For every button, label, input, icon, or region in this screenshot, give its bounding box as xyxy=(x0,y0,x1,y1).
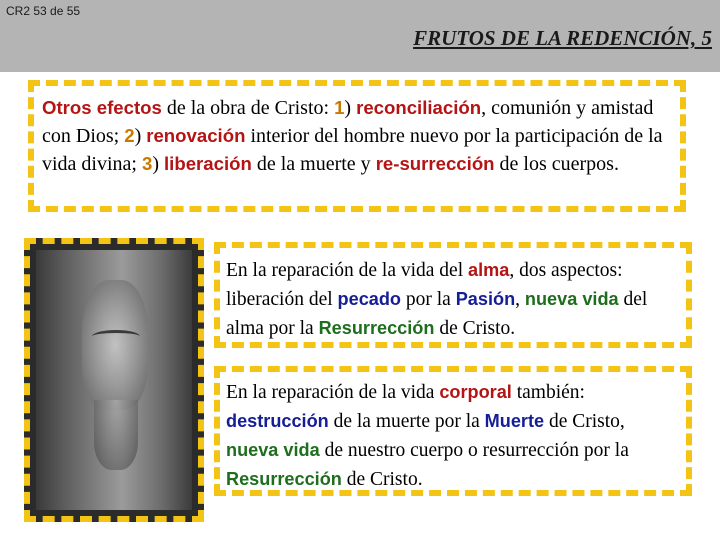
bodily-term: corporal xyxy=(439,382,512,402)
death-term: Muerte xyxy=(484,411,545,431)
soul-repair-box xyxy=(214,242,692,348)
shroud-image-frame xyxy=(24,238,204,522)
body-repair-box xyxy=(214,366,692,496)
face-shape xyxy=(82,280,148,410)
text-run: interior del hombre nuevo por la participación de la vida divina; xyxy=(42,125,663,175)
text-run: , dos aspectos: liberación del xyxy=(226,260,623,310)
text-run: , comunión y amistad con Dios; xyxy=(42,97,654,147)
text-run: de nuestro cuerpo o resurrección por la xyxy=(319,440,629,461)
sin-term: pecado xyxy=(337,289,402,309)
resurrection-term: Resurrección xyxy=(226,469,342,489)
resurrection-term: Resurrección xyxy=(318,318,435,338)
page-title: FRUTOS DE LA REDENCIÓN, 5 xyxy=(413,26,712,50)
slide-number: CR2 53 de 55 xyxy=(6,4,81,18)
text-run: de la muerte y xyxy=(251,153,376,175)
text-run: de los cuerpos. xyxy=(494,153,619,175)
item-number: 1 xyxy=(334,97,345,118)
shroud-face-image xyxy=(36,250,192,510)
text-run: por la xyxy=(401,289,456,310)
text-run: de Cristo, xyxy=(544,411,625,432)
text-run: En la reparación de la vida xyxy=(226,382,440,403)
beard-shape xyxy=(94,400,138,470)
passion-term: Pasión xyxy=(455,289,516,309)
reconciliation-term: reconciliación xyxy=(356,97,482,118)
text-run: de Cristo. xyxy=(341,469,423,490)
eyes-shape xyxy=(92,330,140,343)
text-run: En la reparación de la vida del xyxy=(226,260,469,281)
renewal-term: renovación xyxy=(146,125,246,146)
text-run: de Cristo. xyxy=(434,318,516,339)
effects-text-box xyxy=(28,80,686,212)
text-run: , xyxy=(515,289,525,310)
text-run: también: xyxy=(511,382,585,403)
effects-term: Otros efectos xyxy=(42,97,162,118)
text-run: ) xyxy=(152,153,164,175)
text-run: ) xyxy=(134,125,147,147)
liberation-term: liberación xyxy=(164,153,252,174)
item-number: 2 xyxy=(124,125,135,146)
resurrection-term: re-surrección xyxy=(375,153,495,174)
soul-term: alma xyxy=(468,260,510,280)
text-run: del alma por la xyxy=(226,289,648,339)
destruction-term: destrucción xyxy=(226,411,329,431)
text-run: de la obra de Cristo: xyxy=(161,97,335,119)
item-number: 3 xyxy=(141,153,153,174)
text-run: ) xyxy=(344,97,357,119)
new-life-term: nueva vida xyxy=(226,440,320,460)
text-run: de la muerte por la xyxy=(328,411,485,432)
header-bar xyxy=(0,0,720,72)
new-life-term: nueva vida xyxy=(524,289,619,309)
